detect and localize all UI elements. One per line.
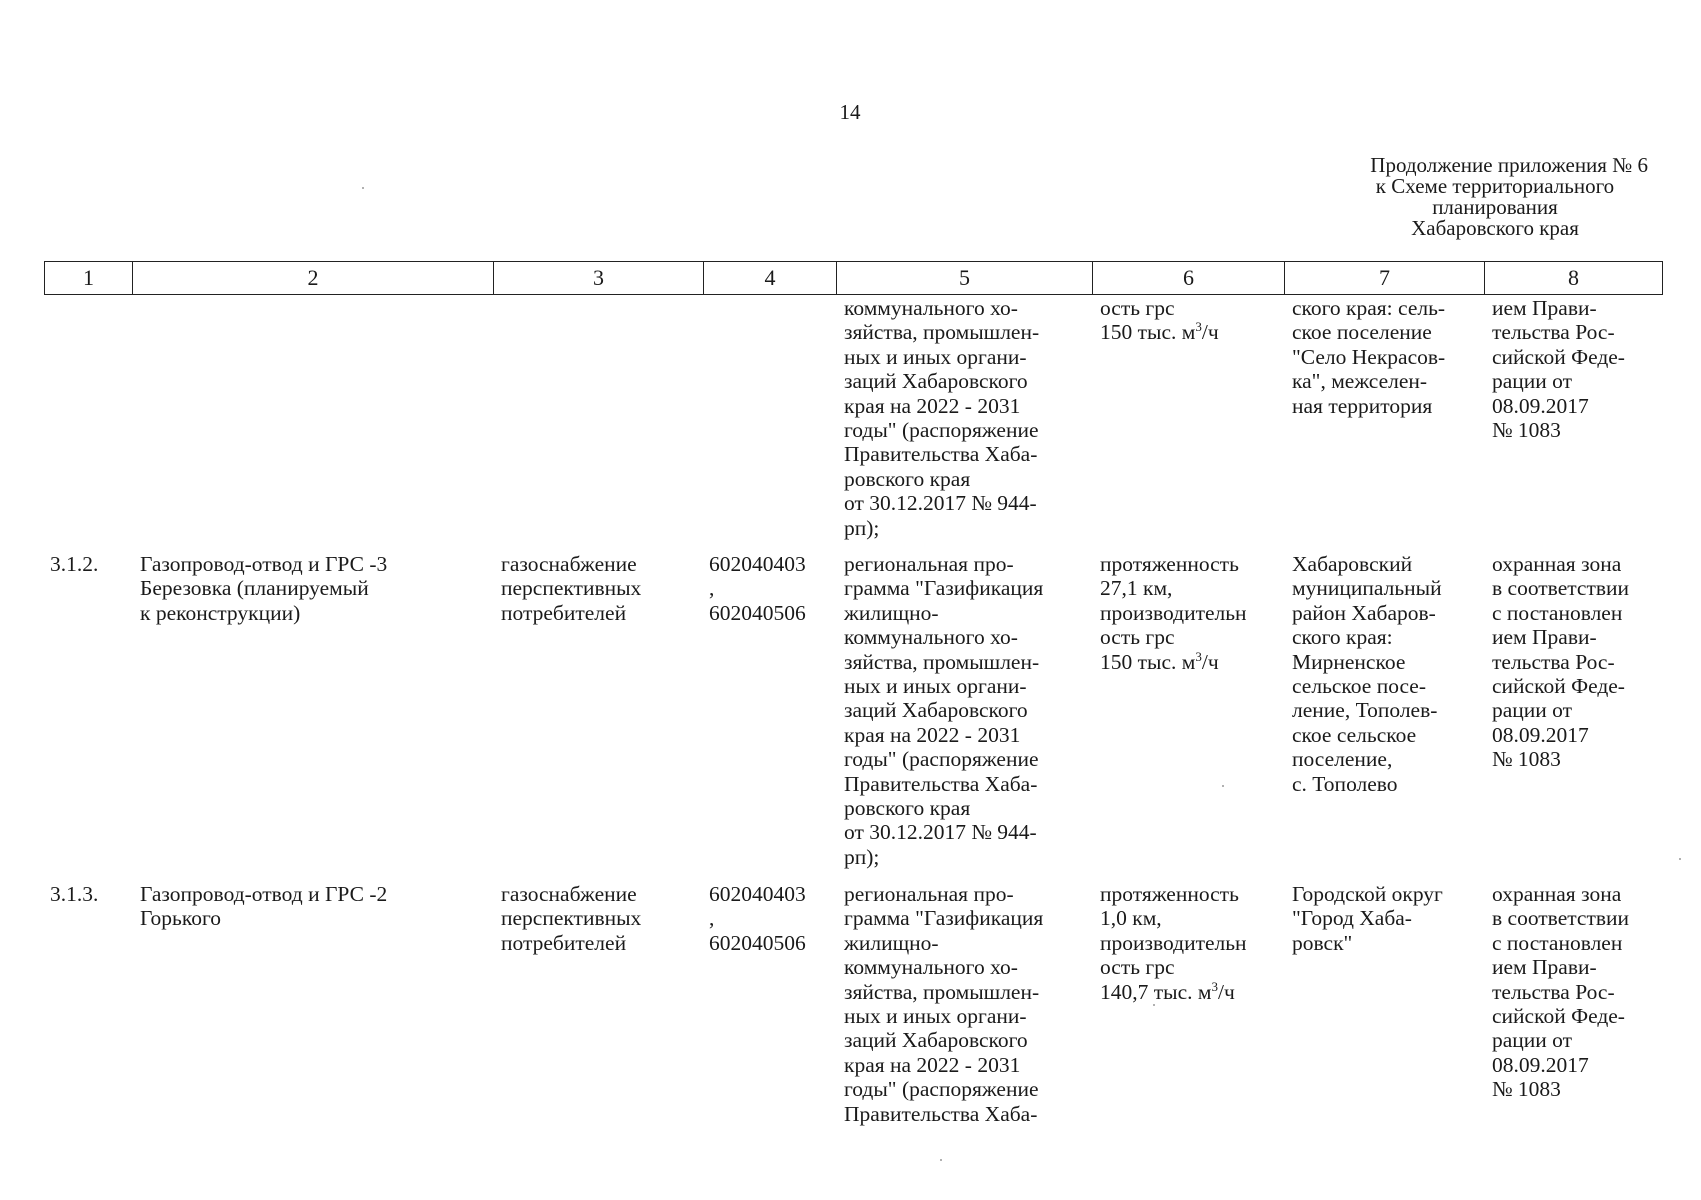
unit-exponent: 3 — [1195, 648, 1202, 664]
column-number-4: 4 — [704, 262, 837, 295]
cell-purpose: газоснабжение перспективных потребителей — [501, 552, 642, 625]
table-row — [44, 882, 1662, 1142]
cell-location: Городской округ "Город Хаба- ровск" — [1292, 882, 1443, 955]
cell-code: 602040403 , 602040506 — [709, 552, 806, 625]
objects-table — [44, 296, 1662, 1142]
cell-zone: охранная зона в соответствии с постановлен ием Прави- тельства Рос- сийской Феде- рации от 08.09.2017 № 1083 — [1492, 552, 1630, 772]
cell-location: ского края: сель- ское поселение "Село Некрасов- ка", межселен- ная территория — [1292, 296, 1446, 418]
cell-characteristics — [1092, 296, 1284, 552]
cell-object-name — [132, 296, 493, 552]
cell-number — [44, 296, 132, 552]
column-number-8: 8 — [1485, 262, 1663, 295]
cell-code — [703, 296, 836, 552]
unit-suffix: /ч — [1218, 979, 1235, 1004]
cell-location: Хабаровский муниципальный район Хабаров- ского края: Мирненское сельское посе- ление, Тополев- ское сельское поселение, с. Тополево — [1292, 552, 1442, 796]
scan-speck — [1679, 858, 1681, 860]
cell-object-name: Газопровод-отвод и ГРС -3 Березовка (планируемый к реконструкции) — [140, 552, 388, 625]
column-number-1: 1 — [45, 262, 133, 295]
cell-number: 3.1.3. — [50, 882, 99, 906]
characteristics-text: протяженность 1,0 км, производительн ость грс 140,7 тыс. м — [1100, 882, 1247, 1004]
column-number-row — [45, 262, 1663, 295]
cell-basis: региональная про- грамма "Газификация жилищно- коммунального хо- зяйства, промышлен- ных и иных органи- заций Хабаровского края на 2022 - 2031 годы" (распоряжение Правительства Хаба- ровского края от 30.12.2017 № 944- рп); — [844, 552, 1044, 869]
annex-line-4: Хабаровского края — [1411, 216, 1579, 240]
cell-characteristics — [1092, 552, 1284, 882]
annex-line-2: к Схеме территориального — [1375, 174, 1615, 198]
annex-line-1: Продолжение приложения № 6 — [1370, 153, 1648, 177]
cell-basis: коммунального хо- зяйства, промышлен- ных и иных органи- заций Хабаровского края на 2022 - 2031 годы" (распоряжение Правительства Хаба- ровского края от 30.12.2017 № 944- рп); — [844, 296, 1040, 540]
column-number-7: 7 — [1285, 262, 1485, 295]
cell-object-name: Газопровод-отвод и ГРС -2 Горького — [140, 882, 388, 931]
scan-speck — [362, 187, 364, 189]
table-row — [44, 296, 1662, 552]
cell-characteristics — [1092, 882, 1284, 1142]
scan-speck — [1222, 785, 1224, 787]
characteristics-text: протяженность 27,1 км, производительн ость грс 150 тыс. м — [1100, 552, 1247, 674]
cell-zone: ием Прави- тельства Рос- сийской Феде- рации от 08.09.2017 № 1083 — [1492, 296, 1625, 443]
scan-speck — [940, 1159, 942, 1161]
annex-line-3: планирования — [1432, 195, 1558, 219]
page-number: 14 — [839, 100, 861, 124]
annex-header — [1290, 155, 1700, 239]
cell-purpose — [493, 296, 703, 552]
unit-suffix: /ч — [1201, 320, 1219, 345]
unit-exponent: 3 — [1211, 978, 1218, 994]
cell-zone: охранная зона в соответствии с постановлен ием Прави- тельства Рос- сийской Феде- рации от 08.09.2017 № 1083 — [1492, 882, 1630, 1102]
scan-speck — [1153, 1004, 1155, 1006]
cell-code: 602040403 , 602040506 — [709, 882, 806, 955]
cell-basis: региональная про- грамма "Газификация жилищно- коммунального хо- зяйства, промышлен- ных и иных органи- заций Хабаровского края на 2022 - 2031 годы" (распоряжение Правительства Хаба- — [844, 882, 1044, 1126]
table-row — [44, 552, 1662, 882]
column-number-2: 2 — [133, 262, 494, 295]
characteristics-text: ость грс 150 тыс. м — [1100, 296, 1196, 345]
column-number-5: 5 — [837, 262, 1093, 295]
unit-exponent: 3 — [1195, 319, 1202, 335]
unit-suffix: /ч — [1201, 649, 1219, 674]
cell-number: 3.1.2. — [50, 552, 99, 576]
column-number-header — [44, 261, 1663, 295]
column-number-6: 6 — [1093, 262, 1285, 295]
column-number-3: 3 — [494, 262, 704, 295]
cell-purpose: газоснабжение перспективных потребителей — [501, 882, 642, 955]
